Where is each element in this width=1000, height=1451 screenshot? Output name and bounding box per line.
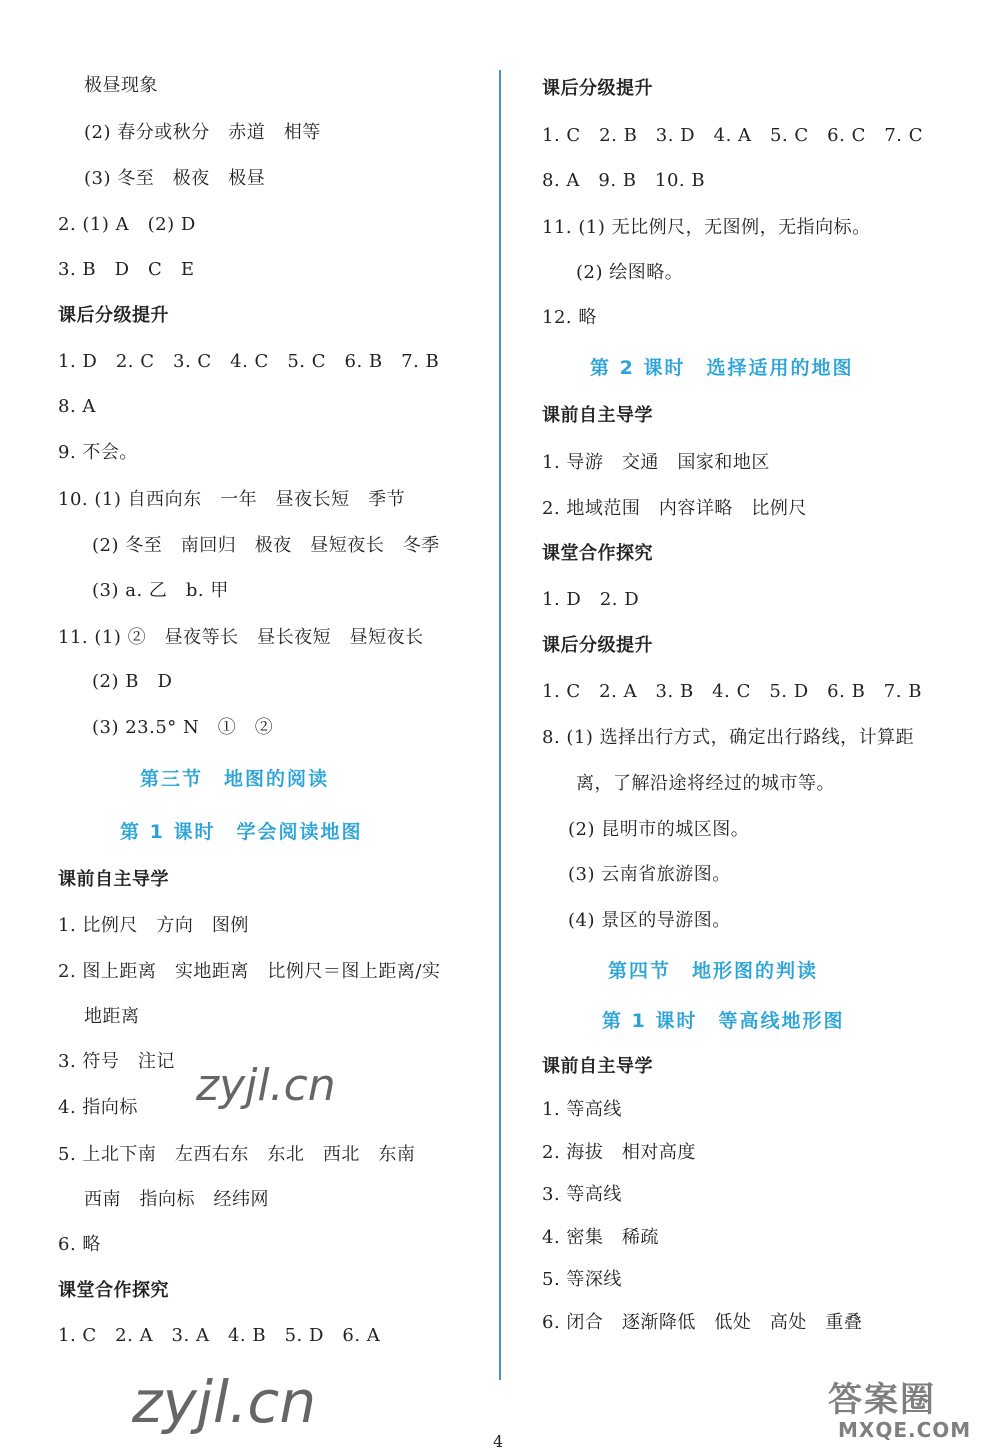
watermark: zyjl.cn xyxy=(196,1060,336,1111)
page-number: 4 xyxy=(493,1432,504,1451)
answer-line: 8. A 9. B 10. B xyxy=(542,170,706,191)
subsection-heading: 课后分级提升 xyxy=(542,78,653,99)
answer-line: (2) 冬至 南回归 极夜 昼短夜长 冬季 xyxy=(92,535,440,556)
answer-line: 极昼现象 xyxy=(84,75,158,96)
answer-line: 6. 闭合 逐渐降低 低处 高处 重叠 xyxy=(542,1312,863,1333)
answer-line: (2) B D xyxy=(92,671,173,692)
answer-line: 4. 指向标 xyxy=(58,1097,138,1118)
answer-line: 1. D 2. C 3. C 4. C 5. C 6. B 7. B xyxy=(58,351,440,372)
answer-line: 2. 图上距离 实地距离 比例尺＝图上距离/实 xyxy=(58,961,441,982)
answer-line: 8. A xyxy=(58,396,96,417)
answer-line: 5. 上北下南 左西右东 东北 西北 东南 xyxy=(58,1144,416,1165)
subsection-heading: 课堂合作探究 xyxy=(58,1280,169,1301)
answer-line: 9. 不会。 xyxy=(58,442,138,463)
answer-line: 11. (1) ② 昼夜等长 昼长夜短 昼短夜长 xyxy=(58,627,424,648)
subsection-heading: 课前自主导学 xyxy=(58,869,169,890)
answer-line: 2. 地域范围 内容详略 比例尺 xyxy=(542,498,807,519)
answer-line: 西南 指向标 经纬网 xyxy=(84,1189,269,1210)
answer-line: (2) 春分或秋分 赤道 相等 xyxy=(84,122,321,143)
answer-line: 离，了解沿途将经过的城市等。 xyxy=(576,773,835,794)
watermark: zyjl.cn xyxy=(132,1368,317,1436)
answer-line: 2. (1) A (2) D xyxy=(58,214,196,235)
section-heading: 第三节 地图的阅读 xyxy=(140,768,330,790)
section-heading: 第四节 地形图的判读 xyxy=(608,960,819,982)
answer-line: 1. 等高线 xyxy=(542,1099,622,1120)
answer-line: 1. C 2. A 3. A 4. B 5. D 6. A xyxy=(58,1325,381,1346)
answer-line: (3) 23.5° N ① ② xyxy=(92,717,274,738)
subsection-heading: 课堂合作探究 xyxy=(542,543,653,564)
lesson-heading: 第 1 课时 等高线地形图 xyxy=(602,1010,845,1032)
answer-line: 1. C 2. B 3. D 4. A 5. C 6. C 7. C xyxy=(542,125,924,146)
answer-line: 1. C 2. A 3. B 4. C 5. D 6. B 7. B xyxy=(542,681,922,702)
answer-line: 10. (1) 自西向东 一年 昼夜长短 季节 xyxy=(58,489,406,510)
answer-line: (2) 昆明市的城区图。 xyxy=(568,819,750,840)
subsection-heading: 课后分级提升 xyxy=(58,305,169,326)
column-divider xyxy=(499,70,501,1380)
answer-line: (3) a. 乙 b. 甲 xyxy=(92,580,229,601)
answer-line: 3. 符号 注记 xyxy=(58,1051,175,1072)
subsection-heading: 课后分级提升 xyxy=(542,635,653,656)
subsection-heading: 课前自主导学 xyxy=(542,405,653,426)
watermark-logo: 答案圈 xyxy=(828,1380,936,1420)
answer-line: 2. 海拔 相对高度 xyxy=(542,1142,696,1163)
answer-line: (2) 绘图略。 xyxy=(576,262,684,283)
answer-line: 1. 导游 交通 国家和地区 xyxy=(542,452,770,473)
answer-line: 地距离 xyxy=(84,1006,140,1027)
answer-line: (3) 云南省旅游图。 xyxy=(568,864,731,885)
answer-line: 1. D 2. D xyxy=(542,589,640,610)
watermark-logo-url: MXQE.COM xyxy=(838,1418,972,1442)
answer-line: 1. 比例尺 方向 图例 xyxy=(58,915,249,936)
subsection-heading: 课前自主导学 xyxy=(542,1056,653,1077)
answer-line: 3. 等高线 xyxy=(542,1184,622,1205)
answer-line: 4. 密集 稀疏 xyxy=(542,1227,659,1248)
answer-line: 11. (1) 无比例尺，无图例，无指向标。 xyxy=(542,217,871,238)
answer-line: 12. 略 xyxy=(542,307,597,328)
answer-line: (4) 景区的导游图。 xyxy=(568,910,731,931)
answer-line: 8. (1) 选择出行方式，确定出行路线，计算距 xyxy=(542,727,915,748)
answer-line: 5. 等深线 xyxy=(542,1269,622,1290)
lesson-heading: 第 2 课时 选择适用的地图 xyxy=(590,357,854,379)
answer-line: 6. 略 xyxy=(58,1234,101,1255)
lesson-heading: 第 1 课时 学会阅读地图 xyxy=(120,821,363,843)
answer-line: 3. B D C E xyxy=(58,259,195,280)
answer-line: (3) 冬至 极夜 极昼 xyxy=(84,168,266,189)
